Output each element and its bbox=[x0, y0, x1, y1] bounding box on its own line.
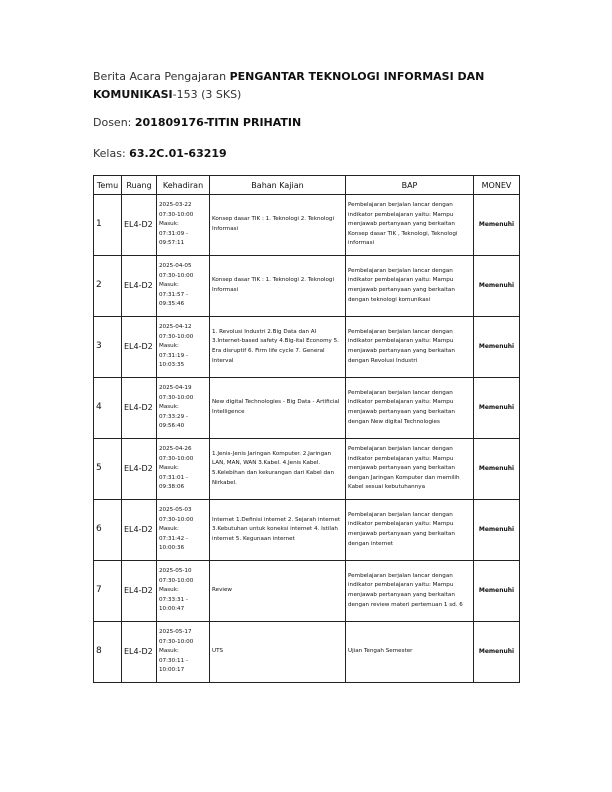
cell-bahan-kajian: 1.Jenis-Jenis Jaringan Komputer. 2.Jaringan LAN, MAN, WAN 3.Kabel. 4.Jenis Kabel. 5.Kelebihan dan kekurangan dari Kabel dan Nirkabel. bbox=[210, 439, 346, 500]
cell-kehadiran bbox=[157, 317, 210, 378]
course-line-2 bbox=[93, 86, 533, 104]
kehadiran-date: 2025-05-03 bbox=[159, 507, 192, 514]
header-prefix: Berita Acara Pengajaran bbox=[93, 70, 230, 83]
document-header bbox=[93, 68, 533, 104]
cell-temu: 3 bbox=[94, 317, 122, 378]
cell-monev: Memenuhi bbox=[474, 500, 520, 561]
kehadiran-in: 07:31:42 - bbox=[159, 535, 188, 542]
cell-bap: Pembelajaran berjalan lancar dengan indikator pembelajaran yaitu: Mampu menjawab pertanyaan yang berkaitan dengan internet bbox=[346, 500, 474, 561]
cell-kehadiran bbox=[157, 561, 210, 622]
col-header-bap: BAP bbox=[346, 176, 474, 195]
cell-ruang: EL4-D2 bbox=[122, 378, 157, 439]
kehadiran-date: 2025-04-26 bbox=[159, 446, 192, 453]
kehadiran-time: 07:30-10:00 bbox=[159, 516, 194, 523]
kehadiran-out: 10:00:36 bbox=[159, 545, 185, 552]
cell-kehadiran bbox=[157, 500, 210, 561]
cell-ruang: EL4-D2 bbox=[122, 622, 157, 683]
kehadiran-out: 09:56:40 bbox=[159, 423, 185, 430]
col-header-bahan-kajian: Bahan Kajian bbox=[210, 176, 346, 195]
cell-ruang: EL4-D2 bbox=[122, 439, 157, 500]
cell-kehadiran bbox=[157, 439, 210, 500]
kehadiran-in: 07:31:57 - bbox=[159, 291, 188, 298]
cell-monev: Memenuhi bbox=[474, 378, 520, 439]
cell-bahan-kajian: Konsep dasar TIK : 1. Teknologi 2. Teknologi Informasi bbox=[210, 195, 346, 256]
cell-ruang: EL4-D2 bbox=[122, 256, 157, 317]
table-row bbox=[94, 622, 520, 683]
kehadiran-date: 2025-04-19 bbox=[159, 385, 192, 392]
kehadiran-status: Masuk: bbox=[159, 587, 179, 594]
cell-bahan-kajian: UTS bbox=[210, 622, 346, 683]
cell-bahan-kajian: Review bbox=[210, 561, 346, 622]
attendance-table bbox=[93, 175, 520, 683]
cell-temu: 1 bbox=[94, 195, 122, 256]
cell-temu: 5 bbox=[94, 439, 122, 500]
kehadiran-status: Masuk: bbox=[159, 343, 179, 350]
kehadiran-time: 07:30-10:00 bbox=[159, 272, 194, 279]
kehadiran-out: 09:57:11 bbox=[159, 240, 185, 247]
kehadiran-out: 10:00:47 bbox=[159, 606, 185, 613]
cell-temu: 4 bbox=[94, 378, 122, 439]
cell-temu: 6 bbox=[94, 500, 122, 561]
cell-bap: Pembelajaran berjalan lancar dengan indikator pembelajaran yaitu: Mampu menjawab pertanyaan yang berkaitan dengan Revolusi Industri bbox=[346, 317, 474, 378]
kehadiran-status: Masuk: bbox=[159, 221, 179, 228]
kehadiran-status: Masuk: bbox=[159, 648, 179, 655]
table-row bbox=[94, 561, 520, 622]
cell-temu: 2 bbox=[94, 256, 122, 317]
kehadiran-date: 2025-05-10 bbox=[159, 568, 192, 575]
cell-ruang: EL4-D2 bbox=[122, 500, 157, 561]
kehadiran-in: 07:31:09 - bbox=[159, 230, 188, 237]
cell-bap: Ujian Tengah Semester bbox=[346, 622, 474, 683]
kehadiran-time: 07:30-10:00 bbox=[159, 211, 194, 218]
kehadiran-date: 2025-03-22 bbox=[159, 202, 192, 209]
col-header-ruang: Ruang bbox=[122, 176, 157, 195]
kehadiran-status: Masuk: bbox=[159, 526, 179, 533]
table-row bbox=[94, 195, 520, 256]
cell-bahan-kajian: New digital Technologies - Big Data - Artificial Intelligence bbox=[210, 378, 346, 439]
kehadiran-in: 07:33:29 - bbox=[159, 413, 188, 420]
cell-monev: Memenuhi bbox=[474, 195, 520, 256]
kelas-line bbox=[93, 147, 227, 160]
cell-bap: Pembelajaran berjalan lancar dengan indikator pembelajaran yaitu: Mampu menjawab pertanyaan yang berkaitan dengan New digital Technologies bbox=[346, 378, 474, 439]
course-suffix: -153 (3 SKS) bbox=[172, 88, 242, 101]
table-header-row bbox=[94, 176, 520, 195]
cell-bap: Pembelajaran berjalan lancar dengan indikator pembelajaran yaitu: Mampu menjawab pertanyaan yang berkaitan dengan teknologi komunikasi bbox=[346, 256, 474, 317]
cell-bahan-kajian: Konsep dasar TIK : 1. Teknologi 2. Teknologi Informasi bbox=[210, 256, 346, 317]
col-header-kehadiran: Kehadiran bbox=[157, 176, 210, 195]
cell-ruang: EL4-D2 bbox=[122, 195, 157, 256]
kehadiran-out: 09:38:06 bbox=[159, 484, 185, 491]
kehadiran-date: 2025-05-17 bbox=[159, 629, 192, 636]
cell-bap: Pembelajaran berjalan lancar dengan indikator pembelajaran yaitu: Mampu menjawab pertanyaan yang berkaitan dengan Jaringan Komputer dan memilih Kabel sesuai kebutuhannya bbox=[346, 439, 474, 500]
cell-monev: Memenuhi bbox=[474, 256, 520, 317]
course-title-1: PENGANTAR TEKNOLOGI INFORMASI DAN bbox=[229, 70, 485, 83]
cell-kehadiran bbox=[157, 622, 210, 683]
cell-monev: Memenuhi bbox=[474, 561, 520, 622]
kehadiran-in: 07:30:11 - bbox=[159, 657, 188, 664]
cell-bahan-kajian: 1. Revolusi Industri 2.Big Data dan AI 3.Internet-based safety 4.Big-ital Economy 5. Era disruptif 6. Firm life cycle 7. General Interval bbox=[210, 317, 346, 378]
cell-kehadiran bbox=[157, 256, 210, 317]
kehadiran-time: 07:30-10:00 bbox=[159, 394, 194, 401]
cell-bahan-kajian: Internet 1.Definisi internet 2. Sejarah internet 3.Kebutuhan untuk koneksi internet 4. Istilah internet 5. Kegunaan internet bbox=[210, 500, 346, 561]
table-row bbox=[94, 378, 520, 439]
kehadiran-date: 2025-04-05 bbox=[159, 263, 192, 270]
kehadiran-out: 09:35:46 bbox=[159, 301, 185, 308]
cell-kehadiran bbox=[157, 378, 210, 439]
kehadiran-status: Masuk: bbox=[159, 404, 179, 411]
kehadiran-status: Masuk: bbox=[159, 282, 179, 289]
table-row bbox=[94, 317, 520, 378]
cell-monev: Memenuhi bbox=[474, 622, 520, 683]
kehadiran-in: 07:33:31 - bbox=[159, 596, 188, 603]
kehadiran-time: 07:30-10:00 bbox=[159, 638, 194, 645]
kehadiran-in: 07:31:19 - bbox=[159, 352, 188, 359]
dosen-value: 201809176-TITIN PRIHATIN bbox=[134, 116, 302, 129]
kehadiran-out: 10:00:17 bbox=[159, 667, 185, 674]
cell-monev: Memenuhi bbox=[474, 317, 520, 378]
kehadiran-time: 07:30-10:00 bbox=[159, 333, 194, 340]
dosen-line bbox=[93, 116, 301, 129]
cell-monev: Memenuhi bbox=[474, 439, 520, 500]
kehadiran-out: 10:03:35 bbox=[159, 362, 185, 369]
table-row bbox=[94, 256, 520, 317]
cell-ruang: EL4-D2 bbox=[122, 317, 157, 378]
kelas-value: 63.2C.01-63219 bbox=[129, 147, 227, 160]
dosen-label: Dosen: bbox=[93, 116, 135, 129]
course-line-1 bbox=[93, 68, 533, 86]
cell-ruang: EL4-D2 bbox=[122, 561, 157, 622]
cell-kehadiran bbox=[157, 195, 210, 256]
col-header-monev: MONEV bbox=[474, 176, 520, 195]
cell-bap: Pembelajaran berjalan lancar dengan indikator pembelajaran yaitu: Mampu menjawab pertanyaan yang berkaitan Konsep dasar TIK , Teknologi, Teknologi informasi bbox=[346, 195, 474, 256]
kelas-label: Kelas: bbox=[93, 147, 130, 160]
cell-temu: 8 bbox=[94, 622, 122, 683]
kehadiran-date: 2025-04-12 bbox=[159, 324, 192, 331]
cell-temu: 7 bbox=[94, 561, 122, 622]
kehadiran-status: Masuk: bbox=[159, 465, 179, 472]
kehadiran-in: 07:31:01 - bbox=[159, 474, 188, 481]
col-header-temu: Temu bbox=[94, 176, 122, 195]
table-row bbox=[94, 500, 520, 561]
course-title-2: KOMUNIKASI bbox=[93, 88, 173, 101]
table-row bbox=[94, 439, 520, 500]
kehadiran-time: 07:30-10:00 bbox=[159, 577, 194, 584]
kehadiran-time: 07:30-10:00 bbox=[159, 455, 194, 462]
cell-bap: Pembelajaran berjalan lancar dengan indikator pembelajaran yaitu: Mampu menjawab pertanyaan yang berkaitan dengan review materi pertemuan 1 sd. 6 bbox=[346, 561, 474, 622]
